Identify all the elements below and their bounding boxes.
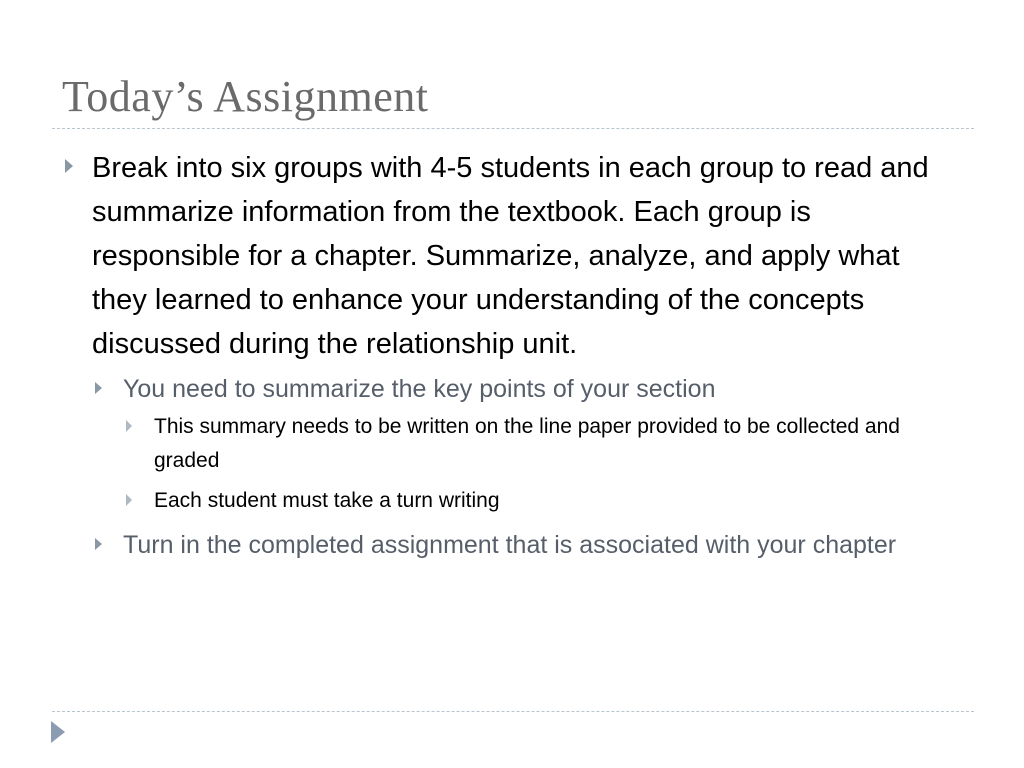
bullet-text: Each student must take a turn writing xyxy=(154,489,500,512)
bullet-item-summarize xyxy=(92,370,962,408)
bullet-text: This summary needs to be written on the line paper provided to be collected and graded xyxy=(154,415,900,472)
next-slide-arrow-icon[interactable] xyxy=(51,721,65,743)
bullet-text: Turn in the completed assignment that is associated with your chapter xyxy=(123,531,897,559)
bullet-item-turn-in xyxy=(92,526,962,564)
bullet-text: Break into six groups with 4-5 students in each group to read and summarize information from the textbook. Each group is responsible for a chapter. Summarize, analyze, and apply what they learned to enhance your understanding of the concepts discussed during the relationship unit. xyxy=(92,152,929,360)
bullet-text: You need to summarize the key points of your section xyxy=(123,375,716,403)
triangle-bullet-icon xyxy=(126,494,132,506)
footer-divider xyxy=(52,711,974,712)
slide-body xyxy=(62,146,962,564)
triangle-bullet-icon xyxy=(65,159,73,173)
triangle-bullet-icon xyxy=(95,538,102,550)
slide-title: Today’s Assignment xyxy=(62,72,429,121)
bullet-item-main xyxy=(62,146,962,366)
bullet-item-turn-writing xyxy=(123,484,962,518)
bullet-item-written-summary xyxy=(123,410,962,478)
title-divider xyxy=(52,128,974,129)
triangle-bullet-icon xyxy=(95,382,102,394)
triangle-bullet-icon xyxy=(126,420,132,432)
